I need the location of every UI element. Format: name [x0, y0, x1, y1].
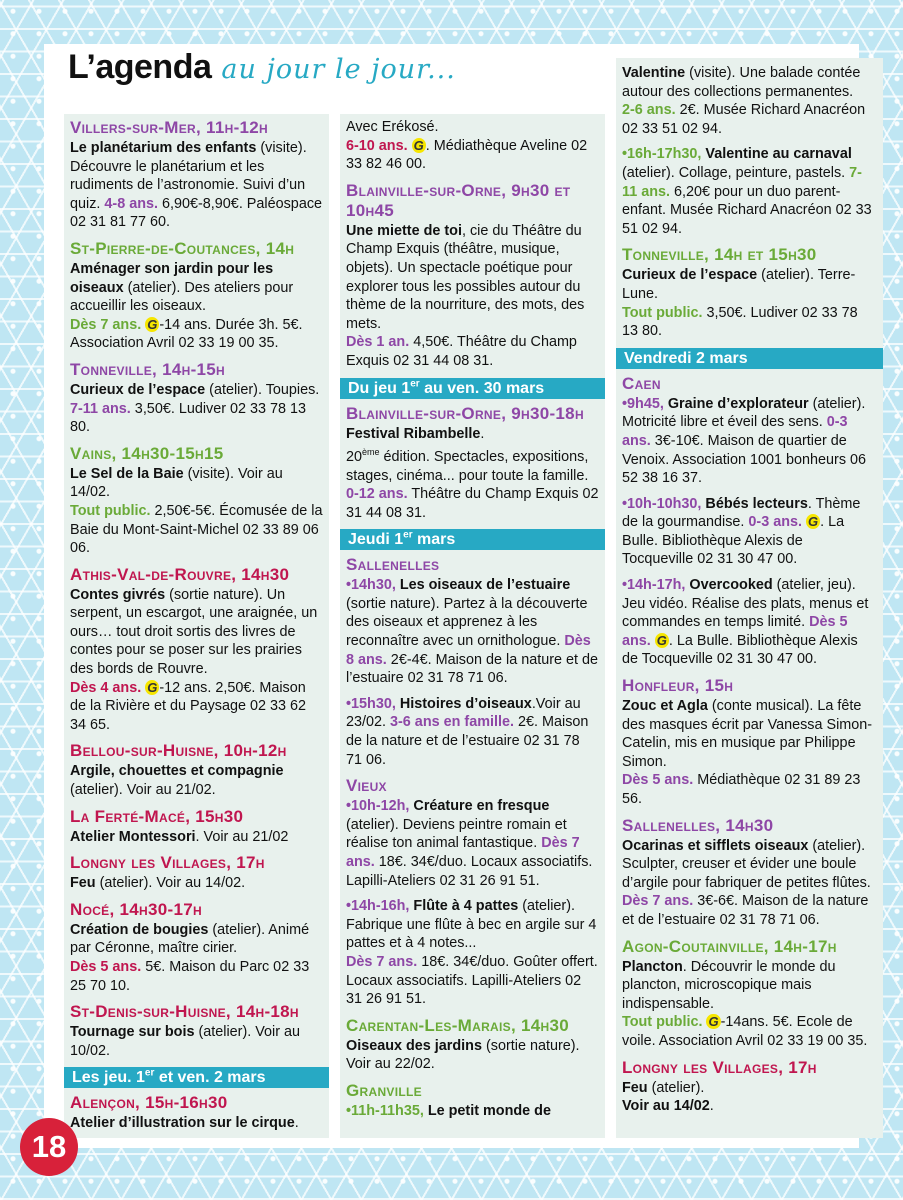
event-location: Tonneville, 14h-15h: [70, 359, 226, 379]
agenda-column-3: [616, 58, 883, 1138]
event-title: Festival Ribambelle: [346, 425, 481, 442]
event-info: 5€. Maison du Parc 02 33 25 70 10.: [70, 959, 310, 994]
event-text: (sortie nature). Partez à la découverte des oiseaux et apprenez à les reconnaître avec un ornithologue.: [346, 595, 588, 650]
event: [346, 118, 599, 174]
event-text: (atelier). Voir au 21/02.: [70, 782, 216, 799]
event-age: Dès 1 an.: [346, 334, 410, 351]
event-location: Longny les Villages, 17h: [70, 853, 265, 873]
event-text: , cie du Théâtre du Champ Exquis (théâtre, musique, objets). Un spectacle poétique pour explorer tous les possibles autour du thème de la nourriture, des mots, des mets.: [346, 222, 585, 332]
event-title: Valentine au carnaval: [701, 146, 852, 163]
event-time: •16h-17h30,: [622, 146, 702, 163]
band-text: Du jeu 1: [348, 379, 411, 397]
event-time: •15h30,: [346, 695, 396, 712]
band-text: mars: [412, 531, 456, 549]
event-title: Curieux de l’espace: [70, 381, 206, 398]
event: [70, 1002, 323, 1060]
event-info: 2€. Musée Richard Anacréon 02 33 51 02 94.: [622, 102, 866, 137]
event-title: Graine d’explorateur: [663, 395, 809, 412]
event-age: 6-10 ans.: [346, 137, 408, 154]
event-title: Oiseaux des jardins: [346, 1037, 482, 1054]
event-text: (sortie nature). Voir au 22/02.: [346, 1037, 580, 1073]
event: [622, 676, 877, 809]
event-text: (conte musical). La fête des masques écrit par Vanessa Simon-Catelin, mis en musique par Philippe Simon.: [622, 698, 873, 770]
event-info: 2€. Maison de la nature et de l’estuaire 02 31 78 71 06.: [346, 714, 589, 768]
event-title: Flûte à 4 pattes: [409, 898, 519, 915]
event-info: 3€-6€. Maison de la nature et de l’estuaire 02 31 78 71 06.: [622, 893, 869, 928]
event: [70, 807, 323, 847]
event-info: -12 ans. 2,50€. Maison de la Rivière et du Paysage 02 33 62 34 65.: [70, 679, 307, 733]
event-location: Blainville-sur-Orne, 9h30 et 10h45: [346, 180, 571, 220]
event-time: •14h-17h,: [622, 577, 686, 594]
event-age: Dès 7 ans.: [70, 316, 142, 333]
event-info: 4,50€. Théâtre du Champ Exquis 02 31 44 08 31.: [346, 334, 577, 369]
event-info: 3,50€. Ludiver 02 33 78 13 80.: [70, 400, 307, 436]
event-text: (atelier, jeu). Jeu vidéo. Réalise des plats, menus et commandes en temps limité.: [622, 577, 869, 631]
event-location: Longny les Villages, 17h: [622, 1057, 817, 1077]
title-main: L’agenda: [68, 48, 212, 86]
free-badge: G: [708, 1014, 719, 1030]
event-title: Le petit monde de: [423, 1102, 551, 1119]
event-text: (atelier). Fabrique une flûte à bec en argile sur 4 pattes et à 4 notes...: [346, 898, 597, 952]
event: [622, 495, 877, 569]
event-title: Le Sel de la Baie: [70, 465, 184, 482]
event-age: Dès 7 ans.: [346, 835, 580, 871]
event-text: .: [709, 1098, 714, 1115]
event-text: Voir au 14/02: [622, 1098, 710, 1115]
free-badge: G: [808, 514, 819, 530]
event-info: 6,20€ pour un duo parent-enfant. Musée Richard Anacréon 02 33 51 02 94.: [622, 183, 872, 237]
event-age: 2-6 ans.: [622, 102, 676, 119]
event: [346, 897, 599, 1009]
event-location: La Ferté-Macé, 15h30: [70, 806, 244, 826]
event: [346, 404, 599, 523]
event-location: Vieux: [346, 776, 387, 796]
band-sup: er: [144, 1068, 155, 1080]
event-location: Carentan-Les-Marais, 14h30: [346, 1015, 569, 1035]
event: [70, 565, 323, 735]
event: [346, 797, 599, 890]
event-time: •14h30,: [346, 577, 396, 594]
event: [70, 239, 323, 353]
event-text: (atelier). Voir au 10/02.: [70, 1024, 301, 1059]
event-title: Overcooked: [685, 577, 773, 594]
event-text: . Découvrir le monde du plancton, microscopique mais indispensable.: [622, 958, 836, 1012]
free-badge: G: [656, 632, 667, 648]
event-title: Bébés lecteurs: [701, 495, 808, 512]
event-info: 2€-4€. Maison de la nature et de l’estuaire 02 31 78 71 06.: [346, 651, 599, 687]
event: [622, 816, 877, 930]
event-text: (atelier). Toupies.: [205, 381, 320, 398]
event-age: Tout public.: [70, 502, 151, 519]
event-title: Atelier Montessori: [70, 828, 196, 845]
event-age: Dès 5 ans.: [70, 959, 142, 975]
event-text: (atelier). Sculpter, creuser et évider une boule d’argile pour fabriquer de petites flûtes.: [622, 837, 871, 891]
event-title: Plancton: [622, 958, 683, 975]
event-text: 20: [346, 448, 363, 465]
event: [622, 395, 877, 488]
event-text: (atelier). Terre-Lune.: [622, 267, 856, 302]
date-band: [340, 529, 605, 550]
event-text: (visite). Découvre le planétarium et les rudiments de l’astronomie. Suivi d’un quiz.: [70, 140, 307, 212]
event-text: (sortie nature). Un serpent, un escargot, une araignée, un ours… tout droit sortis des livres de contes pour se poser sur les prairies des bords de Rouvre.: [70, 586, 318, 678]
event-location: Alençon, 15h-16h30: [70, 1093, 228, 1113]
free-badge: G: [147, 679, 158, 695]
event-info: Médiathèque 02 31 89 23 56.: [622, 772, 861, 807]
event-text: (atelier). Collage, peinture, pastels.: [622, 164, 846, 181]
event-time: •10h-10h30,: [622, 495, 702, 512]
event-text: (atelier). Voir au 14/02.: [95, 875, 246, 892]
title-script: au jour le jour...: [221, 54, 456, 85]
event-title: Contes givrés: [70, 586, 166, 603]
event: [622, 145, 877, 238]
event-info: . Médiathèque Aveline 02 33 82 46 00.: [346, 137, 588, 173]
event: [70, 360, 323, 437]
event-time: •10h-12h,: [346, 798, 410, 815]
band-sup: er: [410, 378, 420, 390]
event: [622, 64, 877, 138]
event-location: Tonneville, 14h et 15h30: [622, 245, 817, 265]
event-location: Sallenelles: [346, 555, 440, 575]
band-text: Jeudi 1: [348, 531, 404, 549]
event: [622, 576, 877, 669]
event-location: Sallenelles, 14h30: [622, 815, 774, 835]
event-title: Tournage sur bois: [70, 1024, 195, 1041]
event-title: Créature en fresque: [409, 798, 550, 815]
event-title: Zouc et Agla: [622, 698, 708, 715]
event-age: Dès 5 ans.: [622, 772, 694, 789]
event-title: Histoires d’oiseaux: [395, 695, 532, 712]
event-title: Aménager son jardin pour les oiseaux: [70, 260, 274, 296]
event: [346, 1016, 599, 1074]
event-text: .: [294, 1115, 299, 1132]
event-title: Curieux de l’espace: [622, 267, 758, 284]
event-time: •11h-11h35,: [346, 1102, 424, 1119]
event-title: Une miette de toi: [346, 222, 462, 239]
event-location: Villers-sur-Mer, 11h-12h: [70, 118, 269, 137]
agenda-column-1: [64, 114, 329, 1138]
event-text: Avec Erékosé.: [346, 119, 439, 135]
event-age: Tout public.: [622, 304, 703, 321]
event-time: •9h45,: [622, 395, 664, 412]
event: [346, 576, 599, 688]
event-text: (visite). Une balade contée autour des collections permanentes.: [622, 65, 861, 100]
event: [346, 181, 599, 371]
event-info: 18€. 34€/duo. Goûter offert. Locaux associatifs. Lapilli-Ateliers 02 31 26 91 51.: [346, 953, 598, 1008]
event-text: (atelier).: [647, 1079, 705, 1096]
event-text: édition. Spectacles, expositions, stages, cinéma... pour toute la famille.: [346, 448, 589, 484]
event-age: 7-11 ans.: [622, 164, 862, 200]
event-age: 3-6 ans en famille.: [386, 714, 514, 731]
band-text: Vendredi 2 mars: [624, 349, 748, 367]
band-text: et ven. 2 mars: [154, 1069, 266, 1087]
event: [622, 1058, 877, 1116]
band-text: Les jeu. 1: [72, 1069, 145, 1087]
event-title: Les oiseaux de l’estuaire: [395, 577, 571, 594]
agenda-column-2: [340, 114, 605, 1138]
event-age: Dès 4 ans.: [70, 679, 142, 696]
event-info: 3€-10€. Maison de quartier de Venoix. Association 1001 bonheurs 06 52 38 16 37.: [622, 432, 867, 487]
event-info: 18€. 34€/duo. Locaux associatifs. Lapilli-Ateliers 02 31 26 91 51.: [346, 854, 593, 889]
event-info: . La Bulle. Bibliothèque Alexis de Tocqueville 02 31 30 47 00.: [622, 632, 858, 668]
event-text: (atelier). Des ateliers pour accueillir les oiseaux.: [70, 279, 294, 315]
event-title: Feu: [622, 1079, 648, 1096]
event: [346, 695, 599, 769]
event: [70, 1093, 323, 1133]
event: [70, 444, 323, 558]
event-location: Caen: [622, 373, 661, 393]
event-age: 0-12 ans.: [346, 486, 408, 503]
event-location: Nocé, 14h30-17h: [70, 899, 202, 919]
event-info: -14 ans. Durée 3h. 5€. Association Avril 02 33 19 00 35.: [70, 316, 303, 352]
event-location: St-Denis-sur-Huisne, 14h-18h: [70, 1002, 299, 1022]
event-info: Théâtre du Champ Exquis 02 31 44 08 31.: [346, 486, 599, 521]
band-sup: er: [403, 529, 413, 541]
event-info: 3,50€. Ludiver 02 33 78 13 80.: [622, 304, 858, 340]
date-band: [616, 348, 883, 369]
event-age: Tout public.: [622, 1014, 703, 1031]
event-title: Valentine: [622, 65, 686, 81]
event-text: .Voir au 23/02.: [346, 695, 581, 731]
event-text: (atelier). Animé par Céronne, maître cirier.: [70, 921, 310, 957]
event-title: Ocarinas et sifflets oiseaux: [622, 837, 809, 854]
event-age: 7-11 ans.: [70, 400, 131, 417]
event: [622, 245, 877, 340]
date-band: [340, 378, 605, 399]
event-location: St-Pierre-de-Coutances, 14h: [70, 238, 295, 258]
event-location: Granville: [346, 1080, 422, 1100]
event-age: 0-3 ans.: [744, 514, 802, 531]
event: [70, 741, 323, 799]
event-title: Création de bougies: [70, 921, 209, 938]
page-title: [68, 48, 613, 106]
event-info: 6,90€-8,90€. Paléospace 02 31 81 77 60.: [70, 195, 323, 231]
event-age: Dès 8 ans.: [346, 633, 591, 668]
event: [70, 853, 323, 893]
event: [346, 1102, 599, 1121]
band-text: au ven. 30 mars: [419, 379, 545, 397]
event-text: . Thème de la gourmandise.: [622, 495, 861, 531]
free-badge: G: [147, 316, 158, 332]
event-title: Feu: [70, 875, 96, 892]
event-info: -14ans. 5€. Ecole de voile. Association Avril 02 33 19 00 35.: [622, 1014, 868, 1049]
event-age: Dès 7 ans.: [622, 893, 694, 910]
event-text: (visite). Voir au 14/02.: [70, 465, 283, 501]
event: [622, 937, 877, 1051]
event: [70, 900, 323, 995]
event-age: Dès 5 ans.: [622, 614, 848, 649]
event: [70, 118, 323, 232]
event-location: Agon-Coutainville, 14h-17h: [622, 936, 837, 956]
event-text: .: [480, 425, 485, 442]
event-title: Le planétarium des enfants: [70, 140, 257, 156]
event-text: (atelier). Motricité libre et éveil des sens.: [622, 395, 866, 431]
event-info: 2,50€-5€. Écomusée de la Baie du Mont-Saint-Michel 02 33 89 06 06.: [70, 502, 323, 557]
event-sup: ème: [362, 447, 380, 458]
event-title: Atelier d’illustration sur le cirque: [70, 1115, 295, 1132]
date-band: [64, 1067, 329, 1088]
event-time: •14h-16h,: [346, 898, 410, 915]
page-number: 18: [20, 1118, 78, 1176]
event-age: 0-3 ans.: [622, 414, 848, 449]
event-age: Dès 7 ans.: [346, 953, 418, 970]
event-location: Blainville-sur-Orne, 9h30-18h: [346, 403, 584, 423]
event-text: (atelier). Deviens peintre romain et réalise ton animal fantastique.: [346, 816, 567, 852]
event-location: Bellou-sur-Huisne, 10h-12h: [70, 741, 287, 761]
event-age: 4-8 ans.: [104, 195, 158, 212]
event-location: Honfleur, 15h: [622, 676, 734, 696]
free-badge: G: [413, 137, 424, 153]
event-location: Vains, 14h30-15h15: [70, 443, 224, 463]
event-title: Argile, chouettes et compagnie: [70, 763, 284, 780]
event-location: Athis-Val-de-Rouvre, 14h30: [70, 564, 290, 584]
event-text: . Voir au 21/02: [195, 828, 289, 845]
event-info: . La Bulle. Bibliothèque Alexis de Tocqueville 02 31 30 47 00.: [622, 514, 845, 568]
